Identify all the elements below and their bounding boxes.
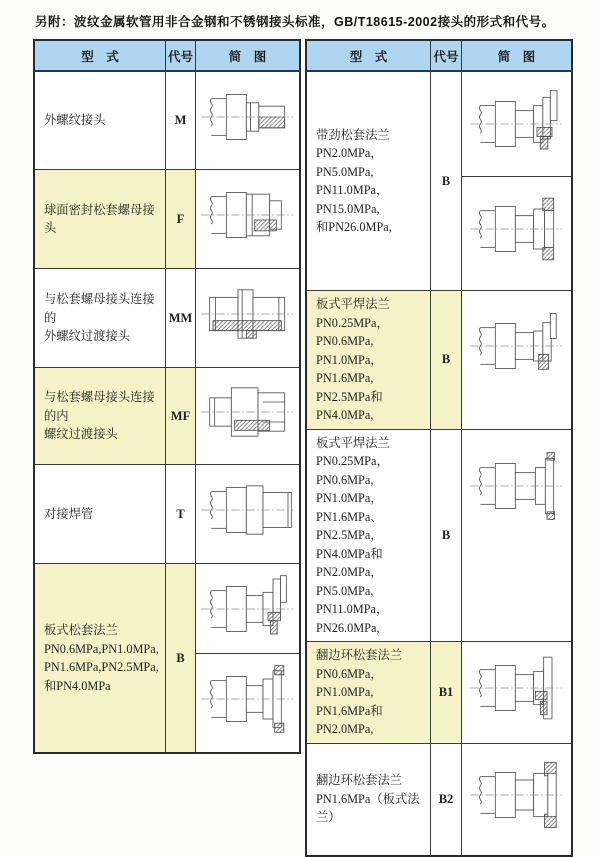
column-header-type: 型 式 <box>34 40 166 71</box>
diagram-stack <box>196 564 299 743</box>
type-line: 对接焊管 <box>44 506 94 521</box>
type-cell <box>306 291 431 430</box>
diagram-stack <box>462 642 571 734</box>
column-header-diagram: 简 图 <box>462 40 573 71</box>
plate-loose-flange-diagram-b-icon <box>198 661 298 737</box>
type-cell <box>306 71 431 291</box>
type-line: PN0.25MPa，PN0.6MPa, <box>316 454 389 487</box>
type-line: PN0.6MPa，PN1.0MPa, <box>316 666 383 699</box>
male-male-adapter-diagram-icon <box>198 276 298 352</box>
table-row <box>34 564 300 754</box>
code-cell: MM <box>166 269 196 368</box>
lapped-ring-collar-flange-diagram-icon <box>467 757 567 833</box>
neck-loose-flange-diagram-b-icon <box>467 191 567 267</box>
code-cell: F <box>166 170 196 269</box>
type-line: 螺纹过渡接头 <box>44 427 118 442</box>
table-row <box>34 368 300 465</box>
type-line: PN0.6MPa,PN1.0MPa, <box>44 641 159 656</box>
type-line: 翻边环松套法兰 <box>316 773 403 788</box>
diagram-stack <box>462 72 571 281</box>
diagram-cell <box>462 642 573 744</box>
type-line: 板式松套法兰 <box>44 623 118 637</box>
type-line: 外螺纹过渡接头 <box>44 329 131 344</box>
male-thread-fitting-diagram-icon <box>198 79 298 155</box>
type-line: PN2.5MPa和PN4.0MPa, <box>316 389 383 422</box>
table-row <box>34 465 300 564</box>
diagram-cell <box>196 71 301 170</box>
type-line: 带劲松套法兰 <box>316 127 390 142</box>
table-row <box>306 71 572 291</box>
swivel-nut-fitting-diagram <box>196 170 299 260</box>
type-cell <box>306 429 431 642</box>
type-line: PN11.0MPa，PN15.0MPa, <box>316 183 389 216</box>
butt-weld-pipe-diagram <box>196 465 299 555</box>
lapped-ring-loose-flange-diagram <box>462 642 571 734</box>
column-header-diagram: 简 图 <box>196 40 301 71</box>
type-cell <box>34 71 166 170</box>
table-row <box>306 291 572 430</box>
type-line: PN11.0MPa，PN26.0MPa, <box>316 602 389 635</box>
diagram-stack <box>196 269 299 359</box>
type-line: PN1.6MPa和PN2.0MPa, <box>316 703 383 736</box>
plate-loose-flange-diagram-a <box>196 564 299 653</box>
neck-loose-flange-diagram-a-icon <box>467 86 567 162</box>
male-female-adapter-diagram-icon <box>198 374 298 450</box>
type-line: PN0.25MPa，PN0.6MPa, <box>316 315 389 348</box>
type-line: PN2.0MPa，PN5.0MPa, <box>316 146 383 179</box>
male-female-adapter-diagram <box>196 368 299 456</box>
type-line: 板式平焊法兰 <box>316 435 390 450</box>
diagram-stack <box>196 72 299 161</box>
type-line: 翻边环松套法兰 <box>316 648 403 662</box>
type-line: 与松套螺母接头连接的 <box>44 292 155 325</box>
diagram-cell <box>462 429 573 642</box>
type-line: 外螺纹接头 <box>44 113 106 128</box>
type-cell <box>34 465 166 564</box>
type-cell <box>34 368 166 465</box>
neck-loose-flange-diagram-b <box>462 176 571 281</box>
type-line: 与松套螺母接头连接的内 <box>44 390 155 423</box>
type-line: PN1.0MPa，PN1.6MPa, <box>316 352 383 385</box>
swivel-nut-fitting-diagram-icon <box>198 177 298 253</box>
code-cell: B1 <box>431 642 462 744</box>
lapped-ring-loose-flange-diagram-icon <box>467 650 567 726</box>
plate-weld-flange-diagram-a-icon <box>467 308 567 384</box>
male-thread-fitting-diagram <box>196 72 299 161</box>
table-row <box>306 429 572 642</box>
type-line: 和PN26.0MPa, <box>316 220 392 234</box>
type-cell <box>34 564 166 754</box>
fitting-tables-wrap <box>33 39 573 857</box>
page-title: 另附：波纹金属软管用非合金钢和不锈钢接头标准，GB/T18615-2002接头的形式和代号。 <box>35 15 555 29</box>
diagram-stack <box>196 368 299 456</box>
type-line: 板式平焊法兰 <box>316 297 390 311</box>
diagram-cell <box>196 465 301 564</box>
code-cell: B <box>431 429 462 642</box>
lapped-ring-collar-flange-diagram <box>462 744 571 847</box>
type-cell <box>306 743 431 856</box>
type-line: PN1.6MPa（板式法兰） <box>316 791 420 825</box>
table-row <box>306 642 572 744</box>
plate-weld-flange-diagram-b <box>462 430 571 542</box>
plate-loose-flange-diagram-a-icon <box>198 571 298 647</box>
type-cell <box>306 642 431 744</box>
type-cell <box>34 269 166 368</box>
plate-weld-flange-diagram-b-icon <box>467 448 567 524</box>
type-line: 和PN4.0MPa <box>44 678 111 693</box>
type-line: 球面密封松套螺母接头 <box>44 202 155 235</box>
code-cell: T <box>166 465 196 564</box>
diagram-cell <box>196 170 301 269</box>
column-header-code: 代号 <box>166 40 196 71</box>
table-row <box>34 269 300 368</box>
type-cell <box>34 170 166 269</box>
type-line: PN2.5MPa，PN4.0MPa和 <box>316 528 383 561</box>
left-fittings-table <box>33 39 301 754</box>
diagram-stack <box>196 465 299 555</box>
code-cell: B <box>166 564 196 754</box>
diagram-cell <box>462 291 573 430</box>
diagram-stack <box>462 744 571 847</box>
plate-weld-flange-diagram-a <box>462 291 571 401</box>
column-header-code: 代号 <box>431 40 462 71</box>
diagram-stack <box>196 170 299 260</box>
table-row <box>34 71 300 170</box>
table-row <box>34 170 300 269</box>
code-cell: B <box>431 291 462 430</box>
header-row <box>306 40 572 71</box>
diagram-cell <box>196 368 301 465</box>
diagram-cell <box>196 269 301 368</box>
type-line: PN1.6MPa,PN2.5MPa, <box>44 660 159 674</box>
diagram-cell <box>196 564 301 754</box>
male-male-adapter-diagram <box>196 269 299 359</box>
diagram-cell <box>462 743 573 856</box>
table-row <box>306 743 572 856</box>
butt-weld-pipe-diagram-icon <box>198 472 298 548</box>
plate-loose-flange-diagram-b <box>196 653 299 743</box>
column-header-type: 型 式 <box>306 40 431 71</box>
type-line: PN2.0MPa，PN5.0MPa, <box>316 565 383 598</box>
type-line: PN1.0MPa，PN1.6MPa、 <box>316 491 383 524</box>
code-cell: B2 <box>431 743 462 856</box>
code-cell: B <box>431 71 462 291</box>
header-row <box>34 40 300 71</box>
neck-loose-flange-diagram-a <box>462 72 571 176</box>
diagram-cell <box>462 71 573 291</box>
right-fittings-table <box>305 39 573 857</box>
code-cell: MF <box>166 368 196 465</box>
code-cell: M <box>166 71 196 170</box>
diagram-stack <box>462 430 571 542</box>
diagram-stack <box>462 291 571 401</box>
